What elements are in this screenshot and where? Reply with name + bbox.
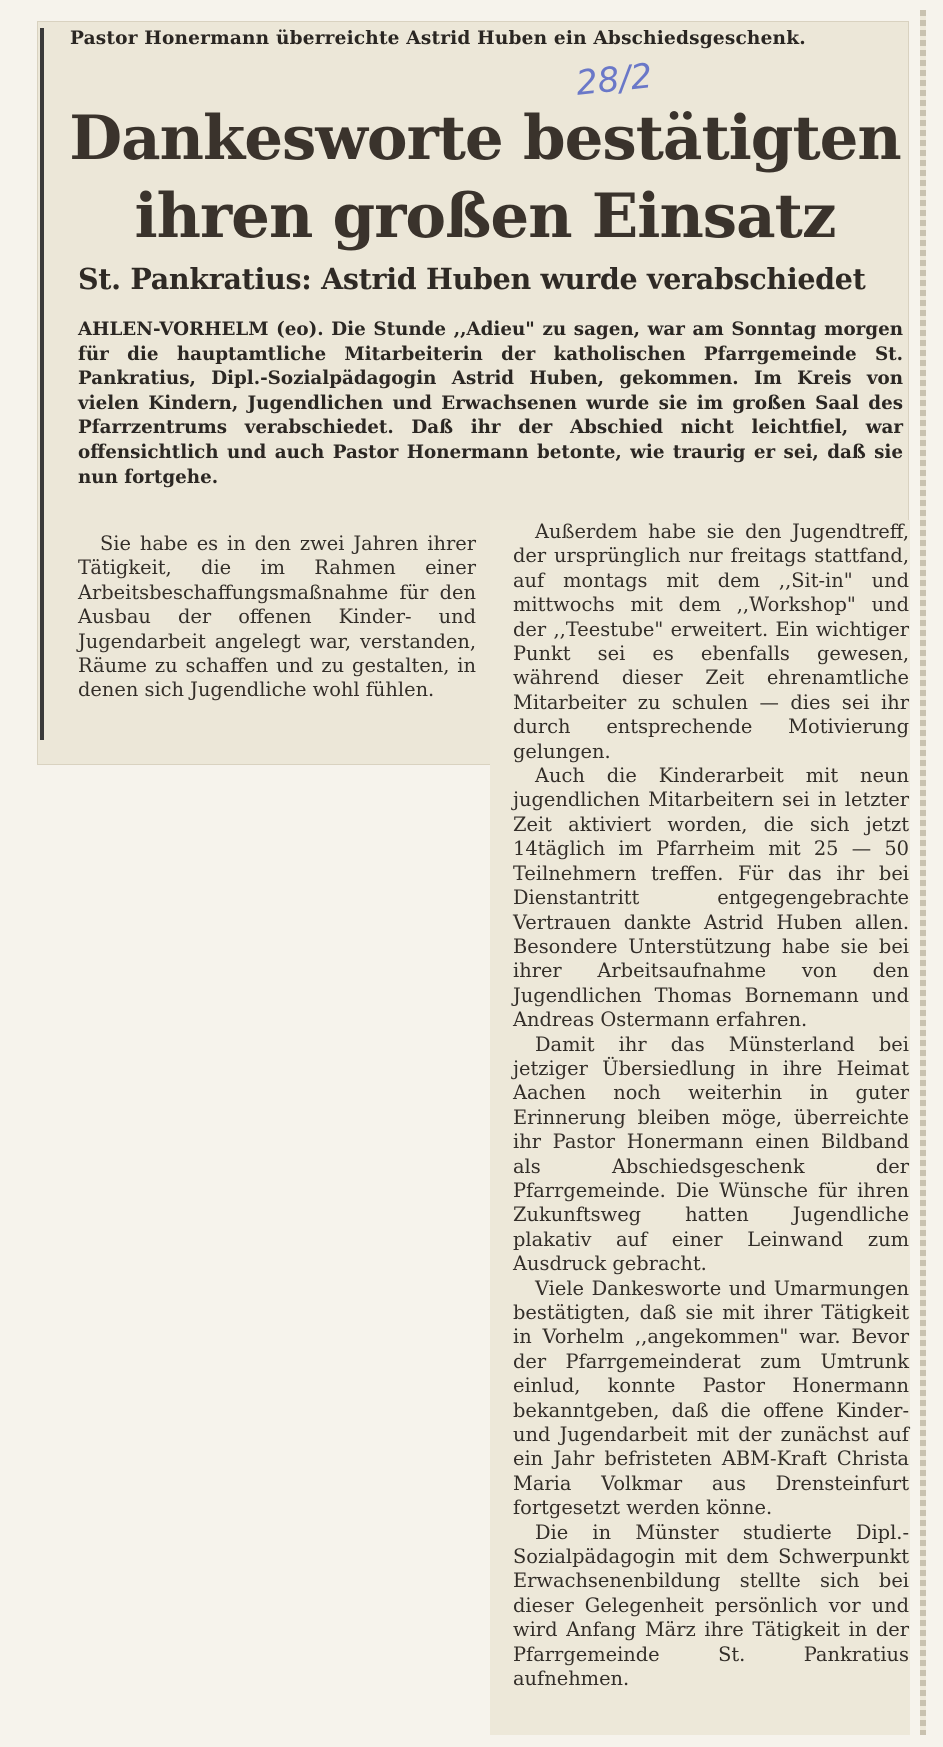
headline-line-2: ihren großen Einsatz <box>134 181 836 252</box>
paragraph: Auch die Kinderarbeit mit neun jugendlichen Mitarbeitern sei in letzter Zeit aktiviert worden, die sich jetzt 14täglich im Pfarrheim mit 25 — 50 Teilnehmern treffen. Für das ihr bei Dienstantritt entgegengebrachte Vertrauen dankte Astrid Huben allen. Besondere Unterstützung habe sie bei ihrer Arbeitsaufnahme von den Jugendlichen Thomas Bornemann und Andreas Ostermann erfahren. <box>513 764 909 1032</box>
headline <box>60 100 910 256</box>
subheadline: St. Pankratius: Astrid Huben wurde verabschiedet <box>78 262 866 296</box>
paragraph: Sie habe es in den zwei Jahren ihrer Tätigkeit, die im Rahmen einer Arbeitsbeschaffungsmaßnahme für den Ausbau der offenen Kinder- und Jugendarbeit angelegt war, verstanden, Räume zu schaffen und zu gestalten, in denen sich Jugendliche wohl fühlen. <box>78 532 476 702</box>
article-column-right <box>513 520 909 1692</box>
paragraph: Viele Dankesworte und Umarmungen bestätigten, daß sie mit ihrer Tätigkeit in Vorhelm ,,angekommen" war. Bevor der Pfarrgemeinderat zum Umtrunk einlud, konnte Pastor Honermann bekanntgeben, daß die offene Kinder- und Jugendarbeit mit der zunächst auf ein Jahr befristeten ABM-Kraft Christa Maria Volkmar aus Drensteinfurt fortgesetzt werden könne. <box>513 1276 909 1520</box>
photo-caption-kicker: Pastor Honermann überreichte Astrid Huben ein Abschiedsgeschenk. <box>70 28 806 49</box>
clipping-left-rule <box>40 28 44 740</box>
paragraph: Damit ihr das Münsterland bei jetziger Übersiedlung in ihre Heimat Aachen noch weiterhin in guter Erinnerung bleiben möge, überreichte ihr Pastor Honermann einen Bildband als Abschiedsgeschenk der Pfarrgemeinde. Die Wünsche für ihren Zukunftsweg hatten Jugendliche plakativ auf einer Leinwand zum Ausdruck gebracht. <box>513 1032 909 1276</box>
handwritten-date-note: 28/2 <box>574 56 655 104</box>
paragraph: Außerdem habe sie den Jugendtreff, der ursprünglich nur freitags stattfand, auf montags mit dem ,,Sit-in" und mittwochs mit dem ,,Workshop" und der ,,Teestube" erweitert. Ein wichtiger Punkt sei es ebenfalls gewesen, während dieser Zeit ehrenamtliche Mitarbeiter zu schulen — dies sei ihr durch entsprechende Motivierung gelungen. <box>513 520 909 763</box>
clipping-right-edge <box>920 10 926 1735</box>
lead-paragraph <box>78 318 903 490</box>
article-column-left <box>78 532 476 703</box>
headline-line-1: Dankesworte bestätigten <box>69 103 901 174</box>
lead-text: AHLEN-VORHELM (eo). Die Stunde ,,Adieu" zu sagen, war am Sonntag morgen für die hauptamtliche Mitarbeiterin der katholischen Pfarrgemeinde St. Pankratius, Dipl.-Sozialpädagogin Astrid Huben, gekommen. Im Kreis von vielen Kindern, Jugendlichen und Erwachsenen wurde sie im großen Saal des Pfarrzentrums verabschiedet. Daß ihr der Abschied nicht leichtfiel, war offensichtlich und auch Pastor Honermann betonte, wie traurig er sei, daß sie nun fortgehe. <box>78 319 903 488</box>
paragraph: Die in Münster studierte Dipl.-Sozialpädagogin mit dem Schwerpunkt Erwachsenenbildung stellte sich bei dieser Gelegenheit persönlich vor und wird Anfang März ihre Tätigkeit in der Pfarrgemeinde St. Pankratius aufnehmen. <box>513 1520 909 1691</box>
